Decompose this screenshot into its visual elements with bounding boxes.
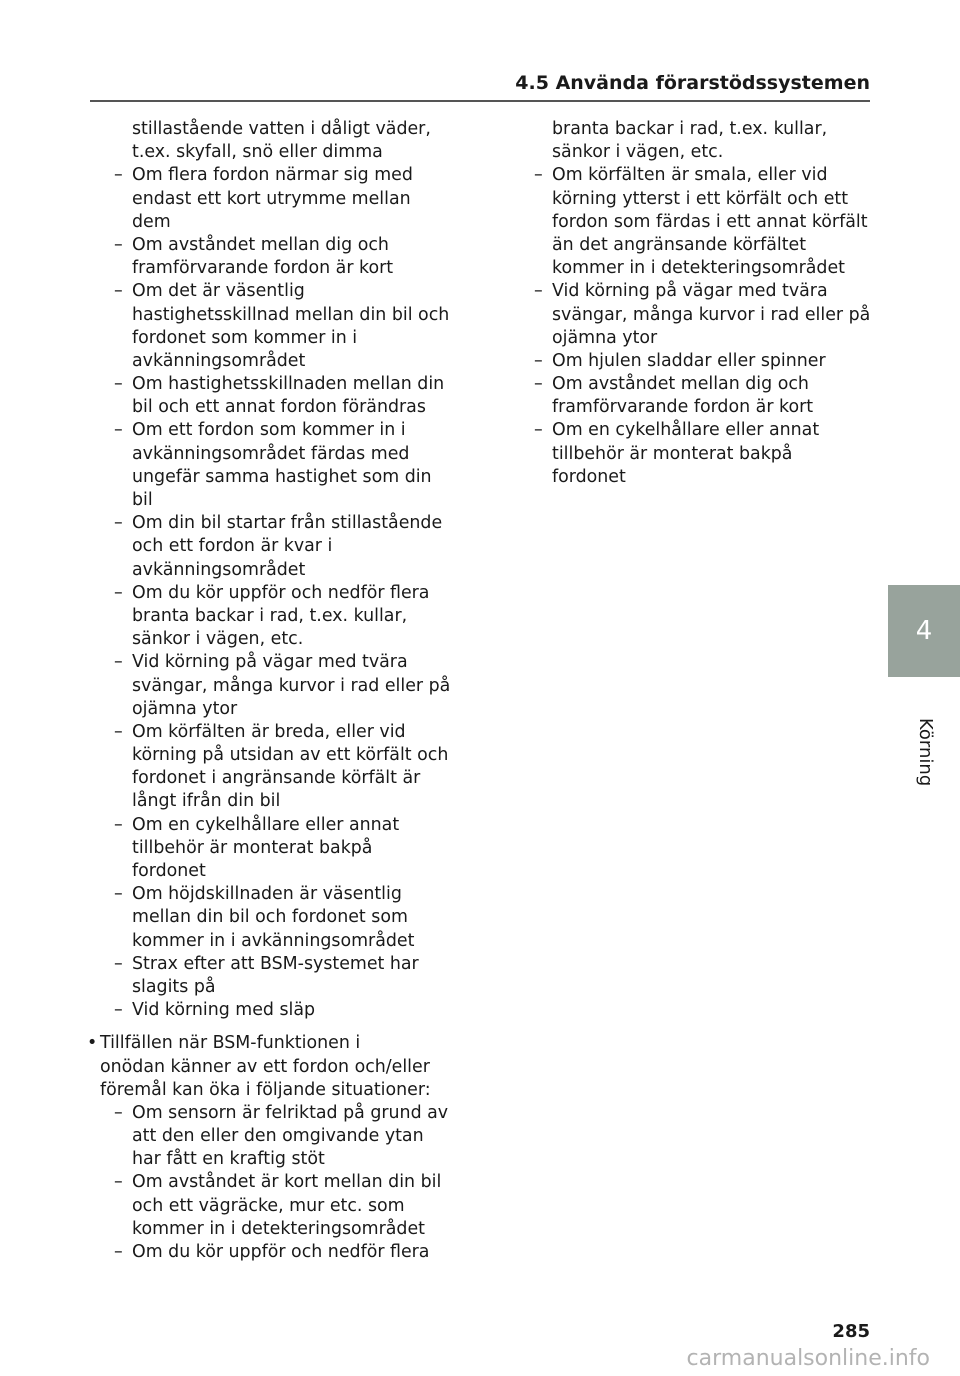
text-line: branta backar i rad, t.ex. kullar,: [132, 605, 408, 626]
list-item: – Om en cykelhållare eller annat: [90, 814, 450, 837]
list-item: – Om körfälten är smala, eller vid: [510, 164, 870, 187]
list-item: – Om det är väsentlig: [90, 280, 450, 303]
text-line: hastighetsskillnad mellan din bil och: [132, 304, 450, 325]
header-rule: [90, 100, 870, 102]
left-text-column: [90, 118, 450, 1264]
text-line: fordonet: [132, 861, 206, 881]
text-line: svängar, många kurvor i rad eller på: [132, 675, 451, 696]
bullet-item: • Tillfällen när BSM-funktionen i: [90, 1032, 450, 1055]
text-line: branta backar i rad, t.ex. kullar,: [552, 119, 828, 139]
text-line: sänkor i vägen, etc.: [552, 142, 724, 163]
text-line: dem: [132, 211, 171, 232]
list-item: – Strax efter att BSM-systemet har: [90, 953, 450, 976]
list-item: – Om flera fordon närmar sig med: [90, 164, 450, 187]
text-line: framförvarande fordon är kort: [132, 258, 394, 279]
chapter-side-label: Körning: [915, 718, 936, 787]
text-line: bil: [132, 490, 153, 510]
text-line: svängar, många kurvor i rad eller på: [552, 304, 871, 325]
text-line: avkänningsområdet färdas med: [132, 443, 410, 464]
list-item: – Om hjulen sladdar eller spinner: [510, 350, 870, 373]
text-line: körning ytterst i ett körfält och ett: [552, 188, 849, 209]
text-line: endast ett kort utrymme mellan: [132, 188, 411, 209]
text-line: och ett vägräcke, mur etc. som: [132, 1195, 405, 1216]
list-item: – Om avståndet mellan dig och: [90, 234, 450, 257]
text-line: och ett fordon är kvar i: [132, 536, 333, 557]
text-line: framförvarande fordon är kort: [552, 397, 814, 418]
text-line: slagits på: [132, 976, 216, 997]
chapter-tab[interactable]: [888, 585, 960, 677]
list-item: – Om hastighetsskillnaden mellan din: [90, 373, 450, 396]
list-item: – Om avståndet är kort mellan din bil: [90, 1171, 450, 1194]
list-item: – Om sensorn är felriktad på grund av: [90, 1102, 450, 1125]
text-line: mellan din bil och fordonet som: [132, 907, 408, 928]
text-line: än det angränsande körfältet: [552, 234, 807, 255]
page-number: 285: [832, 1321, 870, 1342]
list-item: – Om avståndet mellan dig och: [510, 373, 870, 396]
text-line: ungefär samma hastighet som din: [132, 466, 432, 487]
text-line: fordonet som kommer in i: [132, 327, 358, 348]
text-line: körning på utsidan av ett körfält och: [132, 745, 449, 766]
section-header-title: 4.5 Använda förarstödssystemen: [515, 72, 870, 94]
list-item: – Om höjdskillnaden är väsentlig: [90, 883, 450, 906]
text-line: sänkor i vägen, etc.: [132, 629, 304, 650]
text-line: onödan känner av ett fordon och/eller: [100, 1056, 430, 1077]
watermark-text: carmanualsonline.info: [686, 1346, 930, 1371]
text-line: fordon som färdas i ett annat körfält: [552, 211, 868, 232]
list-item: – Om körfälten är breda, eller vid: [90, 721, 450, 744]
text-line: stillastående vatten i dåligt väder,: [132, 119, 431, 139]
text-line: fordonet i angränsande körfält är: [132, 768, 421, 789]
text-line: kommer in i avkänningsområdet: [132, 930, 415, 951]
text-line: kommer in i detekteringsområdet: [552, 258, 845, 279]
text-line: har fått en kraftig stöt: [132, 1149, 325, 1170]
list-item: – Om du kör uppför och nedför flera: [90, 582, 450, 605]
list-item: – Vid körning på vägar med tvära: [510, 280, 870, 303]
text-line: att den eller den omgivande ytan: [132, 1126, 424, 1147]
list-item: – Om en cykelhållare eller annat: [510, 419, 870, 442]
text-line: fordonet: [552, 466, 626, 487]
right-text-column: [510, 118, 870, 489]
text-line: tillbehör är monterat bakpå: [552, 443, 793, 464]
text-line: t.ex. skyfall, snö eller dimma: [132, 142, 383, 163]
text-line: ojämna ytor: [132, 698, 238, 719]
list-item: – Vid körning på vägar med tvära: [90, 651, 450, 674]
text-line: långt ifrån din bil: [132, 791, 281, 812]
text-line: avkänningsområdet: [132, 559, 306, 580]
text-line: ojämna ytor: [552, 327, 658, 348]
list-item: – Vid körning med släp: [90, 999, 450, 1022]
text-line: tillbehör är monterat bakpå: [132, 837, 373, 858]
text-line: avkänningsområdet: [132, 350, 306, 371]
list-item: – Om du kör uppför och nedför flera: [90, 1241, 450, 1264]
text-line: kommer in i detekteringsområdet: [132, 1218, 425, 1239]
text-line: föremål kan öka i följande situationer:: [100, 1079, 431, 1100]
chapter-number: 4: [915, 616, 933, 646]
list-item: – Om ett fordon som kommer in i: [90, 419, 450, 442]
list-item: – Om din bil startar från stillastående: [90, 512, 450, 535]
text-line: bil och ett annat fordon förändras: [132, 397, 426, 418]
